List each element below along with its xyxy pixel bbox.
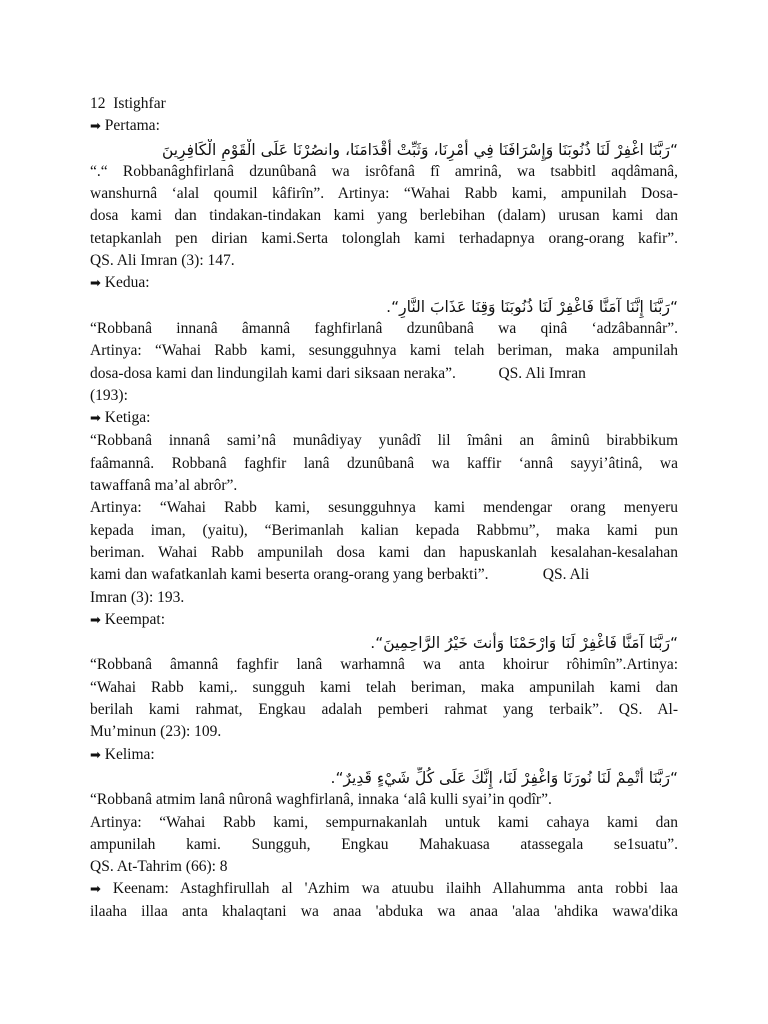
heading-label: Keempat: (100, 610, 166, 628)
arrow-right-icon: ➡ (90, 747, 101, 763)
keenam-line (90, 878, 678, 900)
text-line: Keenam: Astaghfirullah al 'Azhim wa atuubu ilaihh Allahumma anta robbi laa (100, 880, 678, 898)
text-line: “Robbanâ innanâ âmannâ faghfirlanâ dzunûbanâ wa qinâ ‘adzâbannâr”. (90, 319, 678, 337)
heading-label: Kelima: (100, 745, 155, 763)
heading-pertama (90, 115, 678, 138)
text-line: Artinya: “Wahai Rabb kami, sesungguhnya kami mendengar orang menyeru (90, 499, 678, 517)
heading-label: Kedua: (100, 274, 150, 292)
heading-ketiga (90, 407, 678, 430)
text-line: Mu’minun (23): 109. (90, 723, 222, 741)
text-line: “.“ Robbanâghfirlanâ dzunûbanâ wa isrôfanâ fî amrinâ, wa tsabbitl aqdâmanâ, (90, 162, 678, 180)
text-line: berilah kami rahmat, Engkau adalah pemberi rahmat yang terbaik”. QS. Al- (90, 701, 678, 719)
text-line: QS. Ali Imran (3): 147. (90, 252, 235, 270)
document-page (90, 93, 678, 923)
heading-keempat (90, 609, 678, 632)
arabic-verse: “رَبَّنَا آمَنَّا فَاغْفِرْ لَنَا وَارْحَمْنَا وَأَنتَ خَيْرُ الرَّاحِمِينَ“. (370, 634, 678, 653)
text-line: (193): (90, 386, 128, 404)
text-line: tawaffanâ ma’al abrôr”. (90, 477, 238, 495)
text-line: faâmannâ. Robbanâ faghfir lanâ dzunûbanâ wa kaffir ‘annâ sayyi’âtinâ, wa (90, 454, 678, 472)
text-line: ilaaha illaa anta khalaqtani wa anaa 'abduka wa anaa 'alaa 'ahdika wawa'dika (90, 902, 678, 920)
text-line: “Robbanâ innanâ sami’nâ munâdiyay yunâdî lil îmâni an âminû birabbikum (90, 432, 678, 450)
arrow-right-icon: ➡ (90, 882, 101, 898)
arrow-right-icon: ➡ (90, 612, 101, 628)
text-line: QS. At-Tahrim (66): 8 (90, 858, 228, 876)
text-line: “Robbanâ âmannâ faghfir lanâ warhamnâ wa anta khoirur rôhimîn”.Artinya: (90, 656, 678, 674)
arabic-verse: “رَبَّنَا أَتْمِمْ لَنَا نُورَنَا وَاغْفِرْ لَنَا، إِنَّكَ عَلَى كُلِّ شَيْءٍ قَدِيرٌ“. (330, 768, 678, 787)
text-line: beriman. Wahai Rabb ampunilah dosa kami dan hapuskanlah kesalahan-kesalahan (90, 543, 678, 561)
text-line: Artinya: “Wahai Rabb kami, sesungguhnya kami telah beriman, maka ampunilah (90, 342, 678, 360)
text-line: kami dan wafatkanlah kami beserta orang-orang yang berbakti”. QS. Ali (90, 566, 590, 584)
text-line: ampunilah kami. Sungguh, Engkau Mahakuasa atassegala se1suatu”. (90, 835, 678, 853)
heading-label: Pertama: (100, 117, 160, 135)
arrow-right-icon: ➡ (90, 276, 101, 292)
text-line: dosa kami dan tindakan-tindakan kami yang berlebihan (dalam) urusan kami dan (90, 207, 678, 225)
arrow-right-icon: ➡ (90, 411, 101, 427)
section-title: 12 Istighfar (90, 95, 166, 112)
arabic-verse: “رَبَّنَا إِنَّنَا آمَنَّا فَاغْفِرْ لَنَا ذُنُوبَنَا وَقِنَا عَذَابَ النَّارِ“. (386, 297, 678, 316)
text-line: Imran (3): 193. (90, 588, 185, 606)
heading-label: Ketiga: (100, 409, 151, 427)
arrow-right-icon: ➡ (90, 119, 101, 135)
text-line: wanshurnâ ‘alal qoumil kâfirîn”. Artinya: “Wahai Rabb kami, ampunilah Dosa- (90, 185, 678, 203)
text-line: tetapkanlah pen dirian kami.Serta tolonglah kami terhadapnya orang-orang kafir”. (90, 229, 678, 247)
text-line: Artinya: “Wahai Rabb kami, sempurnakanlah untuk kami cahaya kami dan (90, 813, 678, 831)
heading-kedua (90, 272, 678, 295)
heading-kelima (90, 744, 678, 767)
text-line: dosa-dosa kami dan lindungilah kami dari siksaan neraka”. QS. Ali Imran (90, 364, 586, 382)
text-line: “Robbanâ atmim lanâ nûronâ waghfirlanâ, innaka ‘alâ kulli syai’in qodîr”. (90, 791, 552, 809)
text-line: “Wahai Rabb kami,. sungguh kami telah beriman, maka ampunilah kami dan (90, 678, 678, 696)
text-line: kepada iman, (yaitu), “Berimanlah kalian kepada Rabbmu”, maka kami pun (90, 521, 678, 539)
arabic-verse: “رَبَّنَا اغْفِرْ لَنَا ذُنُوبَنَا وَإِسْرَافَنَا فِي أَمْرِنَا، وَثَبِّتْ أَقْدَامَنَا، وانصُرْنَا عَلَى الْقَوْمِ الْكَافِرِينَ (161, 140, 678, 159)
